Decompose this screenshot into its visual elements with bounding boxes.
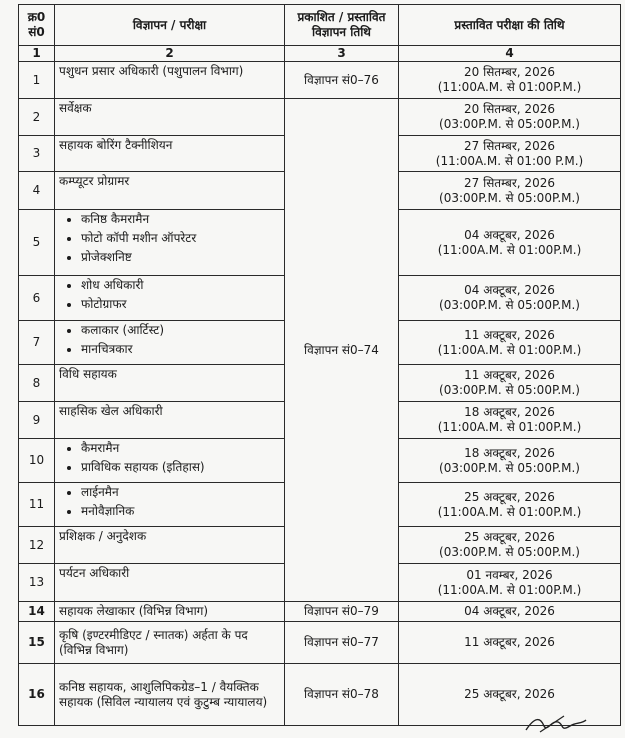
advertisement-number: विज्ञापन सं0–76 (285, 62, 399, 99)
serial-number: 9 (19, 402, 55, 439)
table-row (19, 62, 621, 99)
serial-number: 6 (19, 276, 55, 321)
col-num: 2 (55, 46, 285, 62)
list-item: • कैमरामैन (81, 441, 280, 456)
exam-name-list (55, 210, 285, 276)
list-item: • प्राविधिक सहायक (इतिहास) (81, 460, 280, 475)
serial-number: 10 (19, 439, 55, 483)
exam-name: कनिष्ठ सहायक, आशुलिपिकग्रेड–1 / वैयक्तिक सहायक (सिविल न्यायालय एवं कुटुम्ब न्यायालय) (55, 664, 285, 726)
serial-number: 5 (19, 210, 55, 276)
exam-name-list (55, 276, 285, 321)
list-item: • प्रोजेक्शनिष्ट (81, 250, 280, 265)
serial-number: 14 (19, 602, 55, 622)
exam-date: 04 अक्टूबर, 2026 (399, 602, 621, 622)
serial-number: 15 (19, 622, 55, 664)
list-item: • फोटो कॉपी मशीन ऑपरेटर (81, 231, 280, 246)
list-item: • कनिष्ठ कैमरामैन (81, 212, 280, 227)
exam-date: 11 अक्टूबर, 2026 (11:00A.M. से 01:00P.M.) (399, 321, 621, 365)
exam-name-list (55, 483, 285, 527)
advertisement-number: विज्ञापन सं0–74 (285, 99, 399, 602)
advertisement-number: विज्ञापन सं0–77 (285, 622, 399, 664)
exam-name: सहायक लेखाकार (विभिन्न विभाग) (55, 602, 285, 622)
list-item: • कलाकार (आर्टिस्ट) (81, 323, 280, 338)
exam-schedule-table (18, 4, 621, 726)
exam-date: 25 अक्टूबर, 2026 (03:00P.M. से 05:00P.M.) (399, 527, 621, 564)
serial-number: 11 (19, 483, 55, 527)
exam-date: 04 अक्टूबर, 2026 (11:00A.M. से 01:00P.M.) (399, 210, 621, 276)
col-num: 1 (19, 46, 55, 62)
serial-number: 8 (19, 365, 55, 402)
header-adv: प्रकाशित / प्रस्तावित विज्ञापन तिथि (285, 5, 399, 46)
exam-date: 27 सितम्बर, 2026 (11:00A.M. से 01:00 P.M.) (399, 136, 621, 172)
serial-number: 3 (19, 136, 55, 172)
list-item: • शोध अधिकारी (81, 278, 280, 293)
exam-date: 11 अक्टूबर, 2026 (399, 622, 621, 664)
exam-name: सर्वेक्षक (55, 99, 285, 136)
list-item: • फोटोग्राफर (81, 297, 280, 312)
exam-name: कृषि (इण्टरमीडिएट / स्नातक) अर्हता के पद (विभिन्न विभाग) (55, 622, 285, 664)
exam-date: 27 सितम्बर, 2026 (03:00P.M. से 05:00P.M.) (399, 172, 621, 210)
exam-date: 18 अक्टूबर, 2026 (03:00P.M. से 05:00P.M.) (399, 439, 621, 483)
exam-date: 18 अक्टूबर, 2026 (11:00A.M. से 01:00P.M.) (399, 402, 621, 439)
exam-name-list (55, 321, 285, 365)
exam-date: 25 अक्टूबर, 2026 (11:00A.M. से 01:00P.M.) (399, 483, 621, 527)
header-row (19, 5, 621, 46)
exam-name-list (55, 439, 285, 483)
advertisement-number: विज्ञापन सं0–79 (285, 602, 399, 622)
exam-name: साहसिक खेल अधिकारी (55, 402, 285, 439)
advertisement-number: विज्ञापन सं0–78 (285, 664, 399, 726)
serial-number: 2 (19, 99, 55, 136)
exam-date: 04 अक्टूबर, 2026 (03:00P.M. से 05:00P.M.) (399, 276, 621, 321)
table-row (19, 99, 621, 136)
signature (520, 712, 590, 736)
col-num: 4 (399, 46, 621, 62)
header-exam: विज्ञापन / परीक्षा (55, 5, 285, 46)
serial-number: 1 (19, 62, 55, 99)
exam-name: कम्प्यूटर प्रोग्रामर (55, 172, 285, 210)
serial-number: 12 (19, 527, 55, 564)
list-item: • लाईनमैन (81, 485, 280, 500)
exam-date: 25 अक्टूबर, 2026 (399, 664, 621, 726)
exam-name: विधि सहायक (55, 365, 285, 402)
exam-date: 01 नवम्बर, 2026 (11:00A.M. से 01:00P.M.) (399, 564, 621, 602)
exam-name: प्रशिक्षक / अनुदेशक (55, 527, 285, 564)
exam-name: पशुधन प्रसार अधिकारी (पशुपालन विभाग) (55, 62, 285, 99)
table-row (19, 602, 621, 622)
serial-number: 13 (19, 564, 55, 602)
exam-date: 20 सितम्बर, 2026 (03:00P.M. से 05:00P.M.) (399, 99, 621, 136)
table-row (19, 622, 621, 664)
list-item: • मानचित्रकार (81, 342, 280, 357)
exam-name: सहायक बोरिंग टैक्नीशियन (55, 136, 285, 172)
serial-number: 4 (19, 172, 55, 210)
list-item: • मनोवैज्ञानिक (81, 504, 280, 519)
exam-date: 11 अक्टूबर, 2026 (03:00P.M. से 05:00P.M.) (399, 365, 621, 402)
exam-name: पर्यटन अधिकारी (55, 564, 285, 602)
header-date: प्रस्तावित परीक्षा की तिथि (399, 5, 621, 46)
column-number-row (19, 46, 621, 62)
serial-number: 16 (19, 664, 55, 726)
header-sn: क्र0 सं0 (19, 5, 55, 46)
exam-date: 20 सितम्बर, 2026 (11:00A.M. से 01:00P.M.) (399, 62, 621, 99)
serial-number: 7 (19, 321, 55, 365)
col-num: 3 (285, 46, 399, 62)
